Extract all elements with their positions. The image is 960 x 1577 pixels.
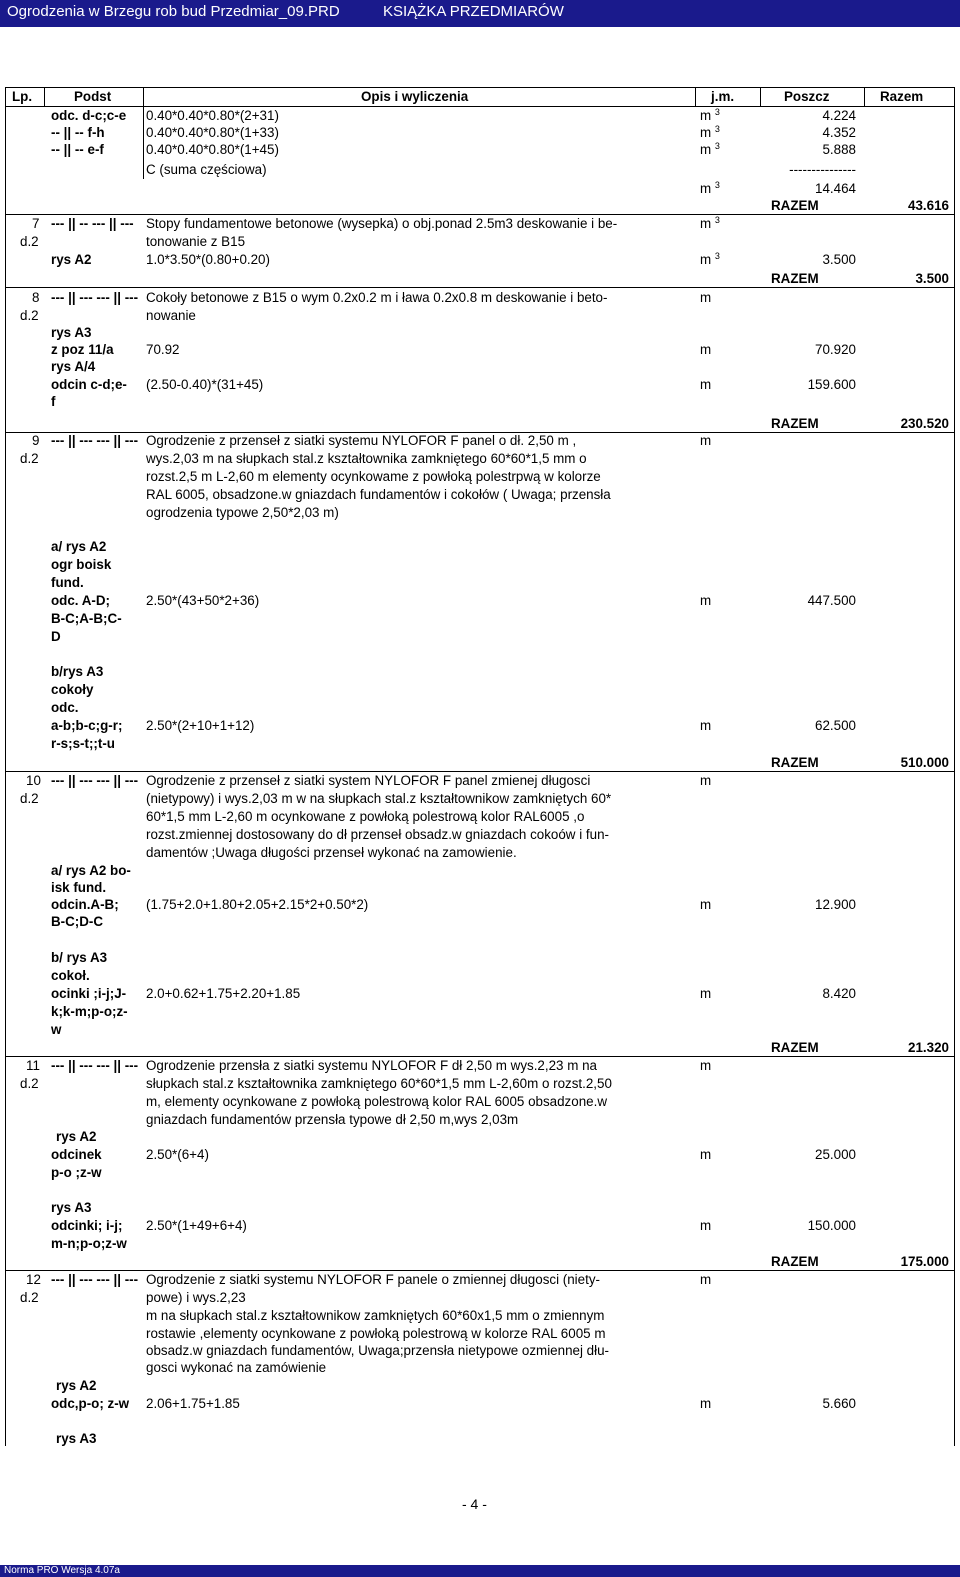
- podst-cell: isk fund.: [51, 880, 107, 895]
- podst-cell: -- || -- f-h: [51, 125, 105, 140]
- podst-cell: rys A2: [51, 252, 92, 267]
- unit: m: [700, 773, 712, 788]
- podst-cell: rys A2: [56, 1378, 97, 1393]
- podst-cell: p-o ;z-w: [51, 1165, 102, 1180]
- item-source: d.2: [20, 791, 39, 806]
- item-description: Ogrodzenie z przenseł z siatki system NYLOFOR F panel zmienej długosci: [146, 773, 591, 788]
- razem-value: 21.320: [908, 1040, 949, 1055]
- item-source: d.2: [20, 1290, 39, 1305]
- podst-cell: rys A3: [56, 1431, 97, 1446]
- unit: m: [700, 897, 712, 912]
- item-source: d.2: [20, 1076, 39, 1091]
- subtotal-value: 14.464: [815, 181, 856, 196]
- separator: ---------------: [789, 162, 856, 177]
- item-code: --- || -- --- || ---: [51, 216, 134, 231]
- item-description: tonowanie z B15: [146, 234, 246, 249]
- item-number: 9: [32, 433, 40, 448]
- unit: m $^3$: [700, 251, 720, 267]
- value: 12.900: [815, 897, 856, 912]
- podst-cell: r-s;s-t;;t-u: [51, 736, 115, 751]
- unit: m: [700, 593, 712, 608]
- podst-cell: rys A3: [51, 325, 92, 340]
- value: 4.352: [822, 125, 856, 140]
- item-description: Ogrodzenie z przenseł z siatki systemu NYLOFOR F panel o dł. 2,50 m ,: [146, 433, 577, 448]
- unit: m: [700, 377, 712, 392]
- podst-cell: B-C;D-C: [51, 914, 104, 929]
- razem-value: 230.520: [900, 416, 949, 431]
- unit: m: [700, 290, 712, 305]
- col-opis: Opis i wyliczenia: [361, 89, 469, 104]
- value: 8.420: [822, 986, 856, 1001]
- unit: m $^3$: [700, 124, 720, 140]
- formula: 2.0+0.62+1.75+2.20+1.85: [146, 986, 301, 1001]
- table-left-border: [5, 87, 6, 1446]
- unit: m $^3$: [700, 141, 720, 157]
- item-description: Ogrodzenie przensła z siatki systemu NYLOFOR F dł 2,50 m wys.2,23 m na: [146, 1058, 597, 1073]
- value: 4.224: [822, 108, 856, 123]
- footer-bar: [0, 1565, 960, 1577]
- podst-cell: ogr boisk: [51, 557, 112, 572]
- razem-value: 43.616: [908, 198, 949, 213]
- item-description: obsadz.w gniazdach fundamentów, Uwaga;przensła nietypowe ozmiennej dłu-: [146, 1343, 609, 1358]
- formula: (2.50-0.40)*(31+45): [146, 377, 264, 392]
- item-number: 10: [26, 773, 41, 788]
- item-description: rozst.zmiennej dostosowany do dł przenseł obsadz.w gniazdach cokoów i fun-: [146, 827, 609, 842]
- podst-cell: rys A3: [51, 1200, 92, 1215]
- item-description: gniazdach fundamentów przensła typowe dł 2,50 m,wys 2,03m: [146, 1112, 519, 1127]
- item-number: 12: [26, 1272, 41, 1287]
- podst-cell: odcinek: [51, 1147, 102, 1162]
- podst-cell: z poz 11/a: [51, 342, 114, 357]
- item-description: nowanie: [146, 308, 196, 323]
- formula: 2.50*(43+50*2+36): [146, 593, 260, 608]
- formula: 0.40*0.40*0.80*(2+31): [146, 108, 279, 123]
- col-razem: Razem: [880, 89, 924, 104]
- podst-cell: m-n;p-o;z-w: [51, 1236, 127, 1251]
- col-divider: [695, 87, 696, 106]
- podst-cell: odc. A-D;: [51, 593, 111, 608]
- podst-cell: odc,p-o; z-w: [51, 1396, 130, 1411]
- value: 5.660: [822, 1396, 856, 1411]
- item-description: m na słupkach stal.z kształtownikow zamkniętych 60*60x1,5 mm o zmiennym: [146, 1308, 605, 1323]
- item-description: rozst.2,5 m L-2,60 m elementy ocynkowame z powłoką polestrpwą w kolorze: [146, 469, 601, 484]
- item-source: d.2: [20, 308, 39, 323]
- podst-cell: cokoł.: [51, 968, 90, 983]
- razem-value: 175.000: [900, 1254, 949, 1269]
- value: 3.500: [822, 252, 856, 267]
- item-number: 8: [32, 290, 40, 305]
- podst-cell: k;k-m;p-o;z-: [51, 1004, 128, 1019]
- item-description: słupkach stal.z kształtownika zamkniętego 60*60*1,5 mm L-2,60m o rozst.2,50: [146, 1076, 612, 1091]
- value: 150.000: [807, 1218, 856, 1233]
- podst-cell: cokoły: [51, 682, 94, 697]
- unit: m $^3$: [700, 180, 720, 196]
- software-version: Norma PRO Wersja 4.07a: [4, 1565, 120, 1576]
- podst-cell: w: [51, 1022, 62, 1037]
- row-divider: [5, 287, 955, 288]
- unit: m: [700, 1218, 712, 1233]
- item-code: --- || --- --- || ---: [51, 433, 139, 448]
- item-source: d.2: [20, 234, 39, 249]
- col-divider: [44, 87, 45, 106]
- item-description: m, elementy ocynkowane z powłoką polestrową kolor RAL 6005 obsadzone.w: [146, 1094, 607, 1109]
- col-divider: [864, 87, 865, 106]
- value: 5.888: [822, 142, 856, 157]
- formula: 70.92: [146, 342, 180, 357]
- item-source: d.2: [20, 451, 39, 466]
- value: 159.600: [807, 377, 856, 392]
- razem-label: RAZEM: [771, 755, 819, 770]
- formula: 2.06+1.75+1.85: [146, 1396, 240, 1411]
- podst-cell: b/rys A3: [51, 664, 104, 679]
- value: 25.000: [815, 1147, 856, 1162]
- item-code: --- || --- --- || ---: [51, 773, 139, 788]
- podst-cell: odcin.A-B;: [51, 897, 119, 912]
- item-description: powe) i wys.2,23: [146, 1290, 246, 1305]
- razem-label: RAZEM: [771, 1254, 819, 1269]
- item-description: RAL 6005, obsadzone.w gniazdach fundamentów i cokołów ( Uwaga; przensła: [146, 487, 611, 502]
- unit: m: [700, 986, 712, 1001]
- unit: m: [700, 433, 712, 448]
- item-code: --- || --- --- || ---: [51, 1058, 139, 1073]
- book-title: KSIĄŻKA PRZEDMIARÓW: [383, 3, 564, 20]
- podst-cell: f: [51, 394, 56, 409]
- col-lp: Lp.: [12, 89, 33, 104]
- unit: m: [700, 1058, 712, 1073]
- razem-label: RAZEM: [771, 1040, 819, 1055]
- formula: 0.40*0.40*0.80*(1+33): [146, 125, 279, 140]
- page-number: - 4 -: [462, 1496, 487, 1512]
- podst-cell: fund.: [51, 575, 84, 590]
- col-poszcz: Poszcz: [784, 89, 830, 104]
- item-description: Stopy fundamentowe betonowe (wysepka) o obj.ponad 2.5m3 deskowanie i be-: [146, 216, 618, 231]
- item-description: gosci wykonać na zamówienie: [146, 1360, 327, 1375]
- podst-cell: odcin c-d;e-: [51, 377, 127, 392]
- value: 70.920: [815, 342, 856, 357]
- podst-cell: D: [51, 629, 61, 644]
- podst-cell: a-b;b-c;g-r;: [51, 718, 123, 733]
- col-jm: j.m.: [711, 89, 735, 104]
- unit: m: [700, 1272, 712, 1287]
- col-divider: [143, 87, 144, 106]
- podst-cell: B-C;A-B;C-: [51, 611, 122, 626]
- unit: m $^3$: [700, 215, 720, 231]
- item-description: 60*1,5 mm L-2,60 m ocynkowane z powłoką polestrową kolor RAL6005 ,o: [146, 809, 585, 824]
- item-description: wys.2,03 m na słupkach stal.z kształtownika zamkniętego 60*60*1,5 mm o: [146, 451, 587, 466]
- table-right-border: [954, 87, 955, 1446]
- item-description: (nietypowy) i wys.2,03 m w na słupkach stal.z kształtownikow zamkniętych 60*: [146, 791, 612, 806]
- formula: 0.40*0.40*0.80*(1+45): [146, 142, 279, 157]
- col-divider: [760, 87, 761, 106]
- podst-cell: odcinki; i-j;: [51, 1218, 123, 1233]
- col-divider: [143, 107, 144, 179]
- podst-cell: a/ rys A2 bo-: [51, 863, 131, 878]
- unit: m $^3$: [700, 107, 720, 123]
- item-description: damentów ;Uwaga długości przenseł wykonać na zamowienie.: [146, 845, 517, 860]
- formula: 2.50*(1+49+6+4): [146, 1218, 247, 1233]
- podst-cell: b/ rys A3: [51, 950, 108, 965]
- formula: 2.50*(2+10+1+12): [146, 718, 255, 733]
- razem-value: 3.500: [915, 271, 949, 286]
- podst-cell: odc. d-c;c-e: [51, 108, 127, 123]
- unit: m: [700, 342, 712, 357]
- unit: m: [700, 1396, 712, 1411]
- document-title: Ogrodzenia w Brzegu rob bud Przedmiar_09.PRD: [7, 3, 340, 20]
- item-code: --- || --- --- || ---: [51, 1272, 139, 1287]
- podst-cell: rys A2: [56, 1129, 97, 1144]
- value: 447.500: [807, 593, 856, 608]
- podst-cell: rys A/4: [51, 359, 96, 374]
- razem-label: RAZEM: [771, 416, 819, 431]
- razem-value: 510.000: [900, 755, 949, 770]
- razem-label: RAZEM: [771, 271, 819, 286]
- item-number: 11: [26, 1058, 40, 1073]
- item-number: 7: [32, 216, 40, 231]
- formula: (1.75+2.0+1.80+2.05+2.15*2+0.50*2): [146, 897, 369, 912]
- unit: m: [700, 1147, 712, 1162]
- item-description: Ogrodzenie z siatki systemu NYLOFOR F panele o zmiennej długosci (niety-: [146, 1272, 600, 1287]
- unit: m: [700, 718, 712, 733]
- title-bar: [0, 0, 960, 27]
- formula: 1.0*3.50*(0.80+0.20): [146, 252, 270, 267]
- item-description: Cokoły betonowe z B15 o wym 0.2x0.2 m i ława 0.2x0.8 m deskowanie i beto-: [146, 290, 608, 305]
- item-description: rostawie ,elementy ocynkowane z powłoką polestrową w kolorze RAL 6005 m: [146, 1326, 606, 1341]
- formula: 2.50*(6+4): [146, 1147, 209, 1162]
- podst-cell: a/ rys A2: [51, 539, 107, 554]
- podst-cell: odc.: [51, 700, 79, 715]
- item-description: ogrodzenia typowe 2,50*2,03 m): [146, 505, 339, 520]
- item-code: --- || --- --- || ---: [51, 290, 139, 305]
- value: 62.500: [815, 718, 856, 733]
- podst-cell: ocinki ;i-j;J-: [51, 986, 127, 1001]
- subtotal-label: C (suma częściowa): [146, 162, 267, 177]
- col-podst: Podst: [74, 89, 112, 104]
- podst-cell: -- || -- e-f: [51, 142, 104, 157]
- razem-label: RAZEM: [771, 198, 819, 213]
